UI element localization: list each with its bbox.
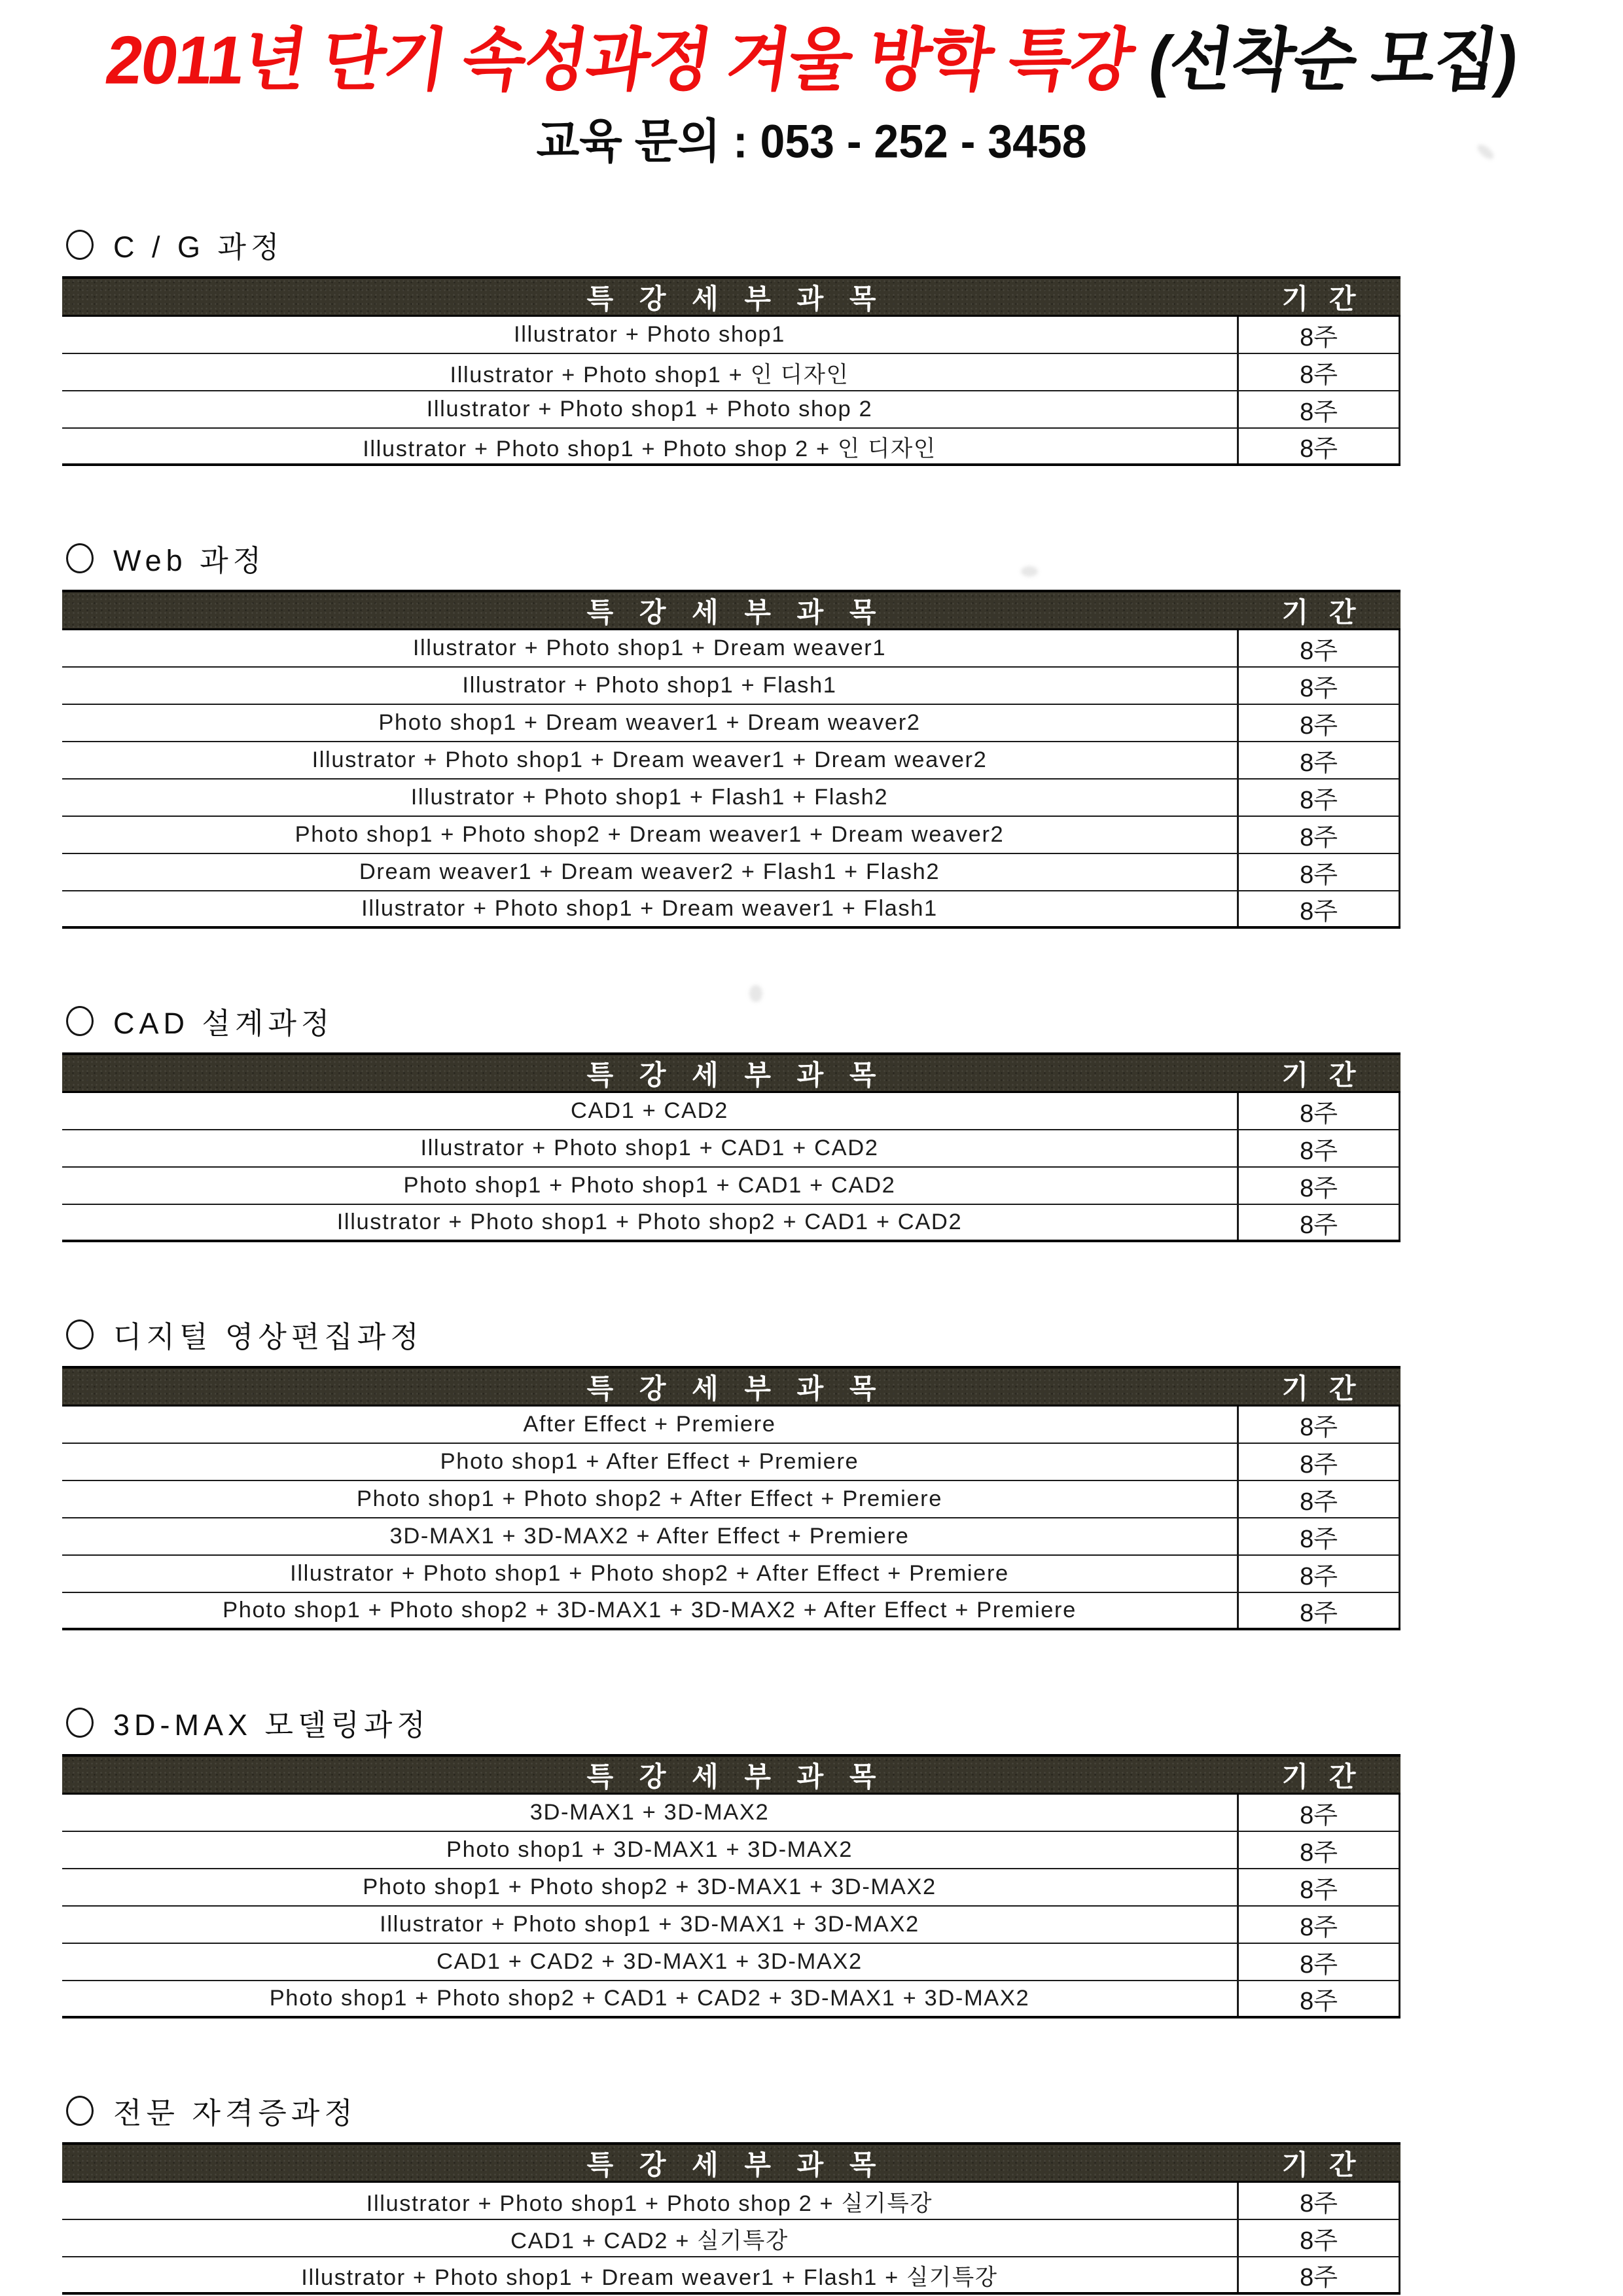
table-row <box>62 1795 1400 1832</box>
section-title: 디지털 영상편집과정 <box>113 1320 423 1354</box>
column-header-subject: 특 강 세 부 과 목 <box>586 1059 885 1090</box>
duration-cell: 8주 <box>1237 317 1400 353</box>
course-section <box>62 999 1400 1242</box>
subject-cell: Illustrator + Photo shop1 + CAD1 + CAD2 <box>420 1136 879 1160</box>
table-row <box>62 1407 1400 1444</box>
duration-cell: 8주 <box>1237 1481 1400 1517</box>
subject-cell: Photo shop1 + Photo shop2 + Dream weaver1 + Dream weaver2 <box>294 822 1005 847</box>
column-header-duration: 기 간 <box>1281 2149 1363 2180</box>
subject-cell: Illustrator + Photo shop1 + Photo shop 2 + 인 디자인 <box>363 436 936 461</box>
table-header-row <box>62 1369 1400 1407</box>
page-title-suffix: (선착순 모집) <box>1143 22 1522 99</box>
page-title <box>101 22 1522 98</box>
table-row <box>62 317 1400 354</box>
duration-cell: 8주 <box>1237 742 1400 778</box>
subject-cell: Photo shop1 + After Effect + Premiere <box>440 1449 859 1474</box>
duration-cell: 8주 <box>1237 354 1400 390</box>
subject-cell: Photo shop1 + Photo shop2 + 3D-MAX1 + 3D-MAX2 + After Effect + Premiere <box>223 1598 1077 1623</box>
title-block <box>0 0 1623 170</box>
subject-cell: Photo shop1 + Dream weaver1 + Dream weaver2 <box>378 710 921 735</box>
duration-cell: 8주 <box>1237 854 1400 890</box>
section-heading <box>66 999 1400 1042</box>
course-table <box>62 1052 1400 1242</box>
duration-cell: 8주 <box>1237 2257 1400 2292</box>
contact-phone: 교육 문의 : 053 - 252 - 3458 <box>536 115 1087 168</box>
duration-cell: 8주 <box>1237 817 1400 853</box>
duration-cell: 8주 <box>1237 1907 1400 1943</box>
table-row <box>62 2257 1400 2295</box>
sections-container <box>62 223 1400 2295</box>
subject-cell: Illustrator + Photo shop1 + Dream weaver1 + Dream weaver2 <box>312 747 988 772</box>
duration-cell: 8주 <box>1237 2183 1400 2219</box>
duration-cell: 8주 <box>1237 1869 1400 1905</box>
table-row <box>62 1481 1400 1518</box>
table-row <box>62 1944 1400 1981</box>
subject-cell: Photo shop1 + Photo shop2 + CAD1 + CAD2 + 3D-MAX1 + 3D-MAX2 <box>269 1986 1030 2011</box>
table-row <box>62 1168 1400 1205</box>
duration-cell: 8주 <box>1237 668 1400 704</box>
section-heading <box>66 2089 1400 2132</box>
subject-cell: Illustrator + Photo shop1 <box>514 322 785 347</box>
table-row <box>62 1981 1400 2018</box>
subject-cell: Illustrator + Photo shop1 + 인 디자인 <box>450 362 849 387</box>
subject-cell: CAD1 + CAD2 + 실기특강 <box>510 2228 789 2253</box>
subject-cell: CAD1 + CAD2 <box>571 1098 728 1123</box>
circle-bullet-icon <box>66 1319 94 1350</box>
table-row <box>62 1593 1400 1630</box>
column-header-subject: 특 강 세 부 과 목 <box>586 283 885 314</box>
section-title: Web 과정 <box>113 544 266 577</box>
table-row <box>62 1907 1400 1944</box>
scan-smudge <box>749 985 762 1002</box>
subject-cell: CAD1 + CAD2 + 3D-MAX1 + 3D-MAX2 <box>437 1949 863 1974</box>
duration-cell: 8주 <box>1237 1981 1400 2016</box>
column-header-subject: 특 강 세 부 과 목 <box>586 2149 885 2180</box>
duration-cell: 8주 <box>1237 1556 1400 1592</box>
duration-cell: 8주 <box>1237 1593 1400 1628</box>
course-table <box>62 2142 1400 2295</box>
table-row <box>62 1444 1400 1481</box>
subject-cell: After Effect + Premiere <box>523 1412 776 1437</box>
subject-cell: Dream weaver1 + Dream weaver2 + Flash1 + Flash2 <box>359 859 940 884</box>
course-table <box>62 590 1400 929</box>
duration-cell: 8주 <box>1237 780 1400 816</box>
table-row <box>62 1518 1400 1556</box>
course-table <box>62 1754 1400 2018</box>
table-row <box>62 780 1400 817</box>
circle-bullet-icon <box>66 230 94 260</box>
table-row <box>62 630 1400 668</box>
circle-bullet-icon <box>66 543 94 573</box>
circle-bullet-icon <box>66 1708 94 1738</box>
course-section <box>62 223 1400 466</box>
section-heading <box>66 537 1400 579</box>
column-header-duration: 기 간 <box>1281 1059 1363 1090</box>
column-header-subject: 특 강 세 부 과 목 <box>586 1372 885 1404</box>
scan-smudge <box>1021 566 1038 577</box>
column-header-duration: 기 간 <box>1281 596 1363 628</box>
duration-cell: 8주 <box>1237 1518 1400 1554</box>
column-header-subject: 특 강 세 부 과 목 <box>586 1761 885 1792</box>
section-title: 3D-MAX 모델링과정 <box>113 1708 430 1742</box>
table-row <box>62 1205 1400 1242</box>
course-section <box>62 2089 1400 2295</box>
section-heading <box>66 1313 1400 1355</box>
section-heading <box>66 223 1400 266</box>
circle-bullet-icon <box>66 2096 94 2126</box>
subject-cell: Photo shop1 + Photo shop2 + 3D-MAX1 + 3D-MAX2 <box>363 1874 936 1899</box>
table-header-row <box>62 1055 1400 1093</box>
duration-cell: 8주 <box>1237 1944 1400 1980</box>
duration-cell: 8주 <box>1237 1093 1400 1129</box>
column-header-duration: 기 간 <box>1281 283 1363 314</box>
duration-cell: 8주 <box>1237 429 1400 463</box>
column-header-subject: 특 강 세 부 과 목 <box>586 596 885 628</box>
subject-cell: Illustrator + Photo shop1 + Photo shop 2 <box>426 397 873 422</box>
section-title: 전문 자격증과정 <box>113 2096 357 2130</box>
course-section <box>62 1313 1400 1630</box>
table-row <box>62 1869 1400 1907</box>
duration-cell: 8주 <box>1237 1205 1400 1240</box>
course-section <box>62 1701 1400 2018</box>
duration-cell: 8주 <box>1237 2220 1400 2256</box>
table-row <box>62 891 1400 929</box>
subject-cell: Illustrator + Photo shop1 + Dream weaver1 <box>412 636 887 660</box>
subject-cell: Illustrator + Photo shop1 + Dream weaver1 + Flash1 + 실기특강 <box>301 2265 998 2290</box>
subject-cell: Photo shop1 + Photo shop2 + After Effect + Premiere <box>356 1486 943 1511</box>
subject-cell: Photo shop1 + Photo shop1 + CAD1 + CAD2 <box>403 1173 896 1198</box>
table-row <box>62 354 1400 391</box>
subject-cell: Illustrator + Photo shop1 + Dream weaver1 + Flash1 <box>361 896 938 921</box>
table-row <box>62 705 1400 742</box>
course-section <box>62 537 1400 929</box>
duration-cell: 8주 <box>1237 1795 1400 1831</box>
page-title-main: 2011년 단기 속성과정 겨울 방학 특강 <box>101 22 1155 99</box>
table-row <box>62 742 1400 780</box>
course-table <box>62 1366 1400 1630</box>
duration-cell: 8주 <box>1237 1407 1400 1443</box>
table-row <box>62 1130 1400 1168</box>
table-header-row <box>62 1757 1400 1795</box>
section-title: CAD 설계과정 <box>113 1007 334 1040</box>
table-row <box>62 1093 1400 1130</box>
duration-cell: 8주 <box>1237 891 1400 926</box>
table-row <box>62 854 1400 891</box>
table-row <box>62 1556 1400 1593</box>
duration-cell: 8주 <box>1237 1444 1400 1480</box>
subject-cell: Illustrator + Photo shop1 + Flash1 <box>462 673 837 698</box>
table-row <box>62 429 1400 466</box>
subject-cell: Photo shop1 + 3D-MAX1 + 3D-MAX2 <box>446 1837 853 1862</box>
duration-cell: 8주 <box>1237 630 1400 666</box>
subject-cell: 3D-MAX1 + 3D-MAX2 + After Effect + Premiere <box>389 1524 910 1549</box>
subject-cell: 3D-MAX1 + 3D-MAX2 <box>529 1800 770 1825</box>
column-header-duration: 기 간 <box>1281 1761 1363 1792</box>
subject-cell: Illustrator + Photo shop1 + Photo shop2 + After Effect + Premiere <box>290 1561 1009 1586</box>
subject-cell: Illustrator + Photo shop1 + 3D-MAX1 + 3D-MAX2 <box>380 1912 919 1937</box>
duration-cell: 8주 <box>1237 1168 1400 1204</box>
table-row <box>62 2183 1400 2220</box>
course-table <box>62 276 1400 466</box>
table-row <box>62 1832 1400 1869</box>
subject-cell: Illustrator + Photo shop1 + Photo shop2 + CAD1 + CAD2 <box>336 1210 963 1234</box>
table-row <box>62 817 1400 854</box>
circle-bullet-icon <box>66 1006 94 1036</box>
section-heading <box>66 1701 1400 1744</box>
subject-cell: Illustrator + Photo shop1 + Photo shop 2 + 실기특강 <box>366 2191 933 2216</box>
table-header-row <box>62 2145 1400 2183</box>
duration-cell: 8주 <box>1237 1832 1400 1868</box>
table-row <box>62 391 1400 429</box>
table-header-row <box>62 279 1400 317</box>
duration-cell: 8주 <box>1237 1130 1400 1166</box>
table-row <box>62 668 1400 705</box>
table-row <box>62 2220 1400 2257</box>
duration-cell: 8주 <box>1237 391 1400 427</box>
table-header-row <box>62 592 1400 630</box>
duration-cell: 8주 <box>1237 705 1400 741</box>
section-title: C / G 과정 <box>113 230 284 264</box>
subject-cell: Illustrator + Photo shop1 + Flash1 + Flash2 <box>410 785 889 810</box>
column-header-duration: 기 간 <box>1281 1372 1363 1404</box>
